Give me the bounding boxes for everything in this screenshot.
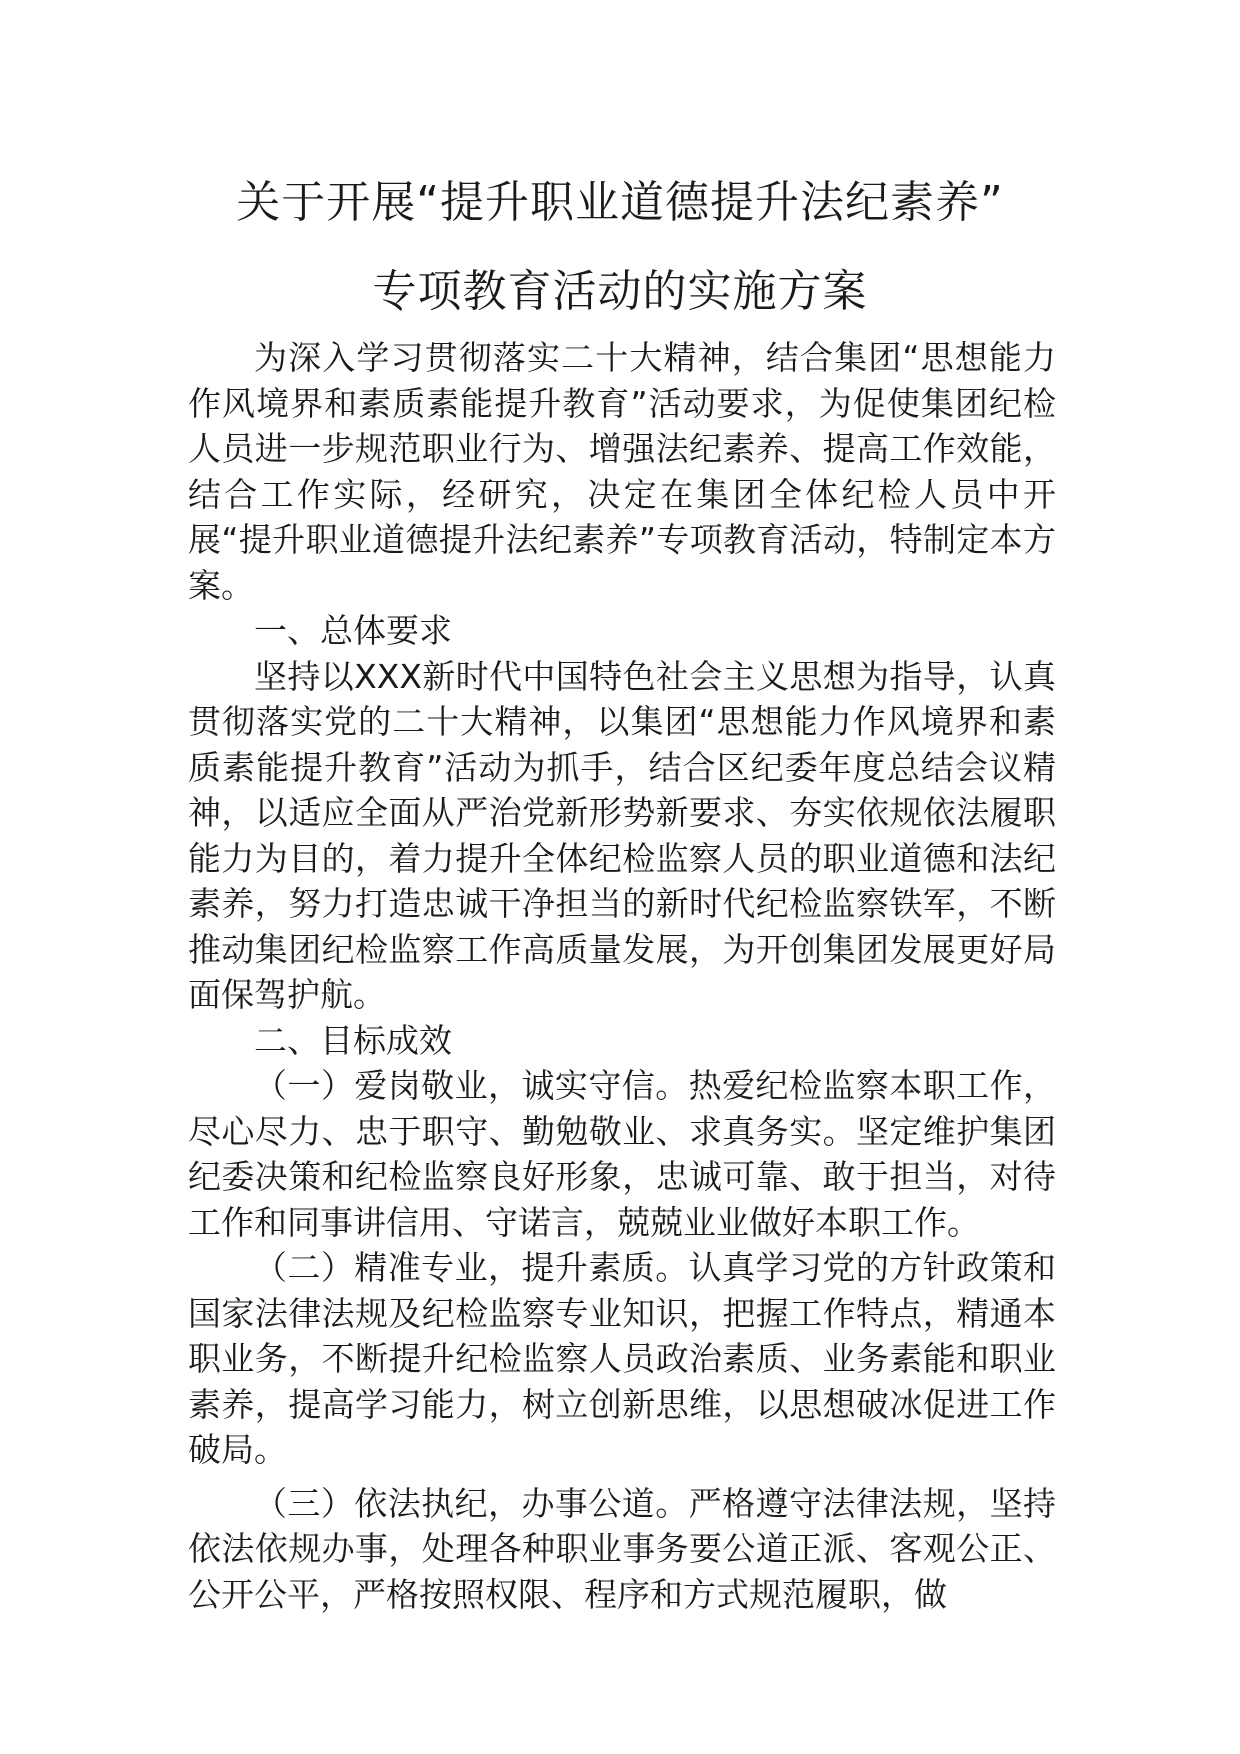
intro-paragraph: 为深入学习贯彻落实二十大精神，结合集团“思想能力作风境界和素质素能提升教育”活动要求，为促使集团纪检人员进一步规范职业行为、增强法纪素养、提高工作效能，结合工作实际，经研究，决定在集团全体纪检人员中开展“提升职业道德提升法纪素养”专项教育活动，特制定本方案。 <box>188 338 1056 605</box>
section-heading-goals: 二、目标成效 <box>254 1020 452 1060</box>
goal-item-2: （二）精准专业，提升素质。认真学习党的方针政策和国家法律法规及纪检监察专业知识，把握工作特点，精通本职业务，不断提升纪检监察人员政治素质、业务素能和职业素养，提高学习能力，树立创新思维，以思想破冰促进工作破局。 <box>188 1248 1056 1469</box>
document-title-line-2: 专项教育活动的实施方案 <box>372 266 868 317</box>
overall-requirements-paragraph: 坚持以XXX新时代中国特色社会主义思想为指导，认真贯彻落实党的二十大精神，以集团“思想能力作风境界和素质素能提升教育”活动为抓手，结合区纪委年度总结会议精神，以适应全面从严治党新形势新要求、夯实依规依法履职能力为目的，着力提升全体纪检监察人员的职业道德和法纪素养，努力打造忠诚干净担当的新时代纪检监察铁军，不断推动集团纪检监察工作高质量发展，为开创集团发展更好局面保驾护航。 <box>188 656 1056 1014</box>
document-body <box>188 335 1056 1617</box>
goal-item-3: （三）依法执纪，办事公道。严格遵守法律法规，坚持依法依规办事，处理各种职业事务要公道正派、客观公正、公开公平，严格按照权限、程序和方式规范履职，做 <box>188 1483 1056 1614</box>
document-title-line-1: 关于开展“提升职业道德提升法纪素养” <box>236 177 1004 228</box>
section-heading-overall-requirements: 一、总体要求 <box>254 611 452 650</box>
goal-item-1: （一）爱岗敬业，诚实守信。热爱纪检监察本职工作，尽心尽力、忠于职守、勤勉敬业、求真务实。坚定维护集团纪委决策和纪检监察良好形象，忠诚可靠、敢于担当，对待工作和同事讲信用、守诺言，兢兢业业做好本职工作。 <box>188 1066 1056 1242</box>
